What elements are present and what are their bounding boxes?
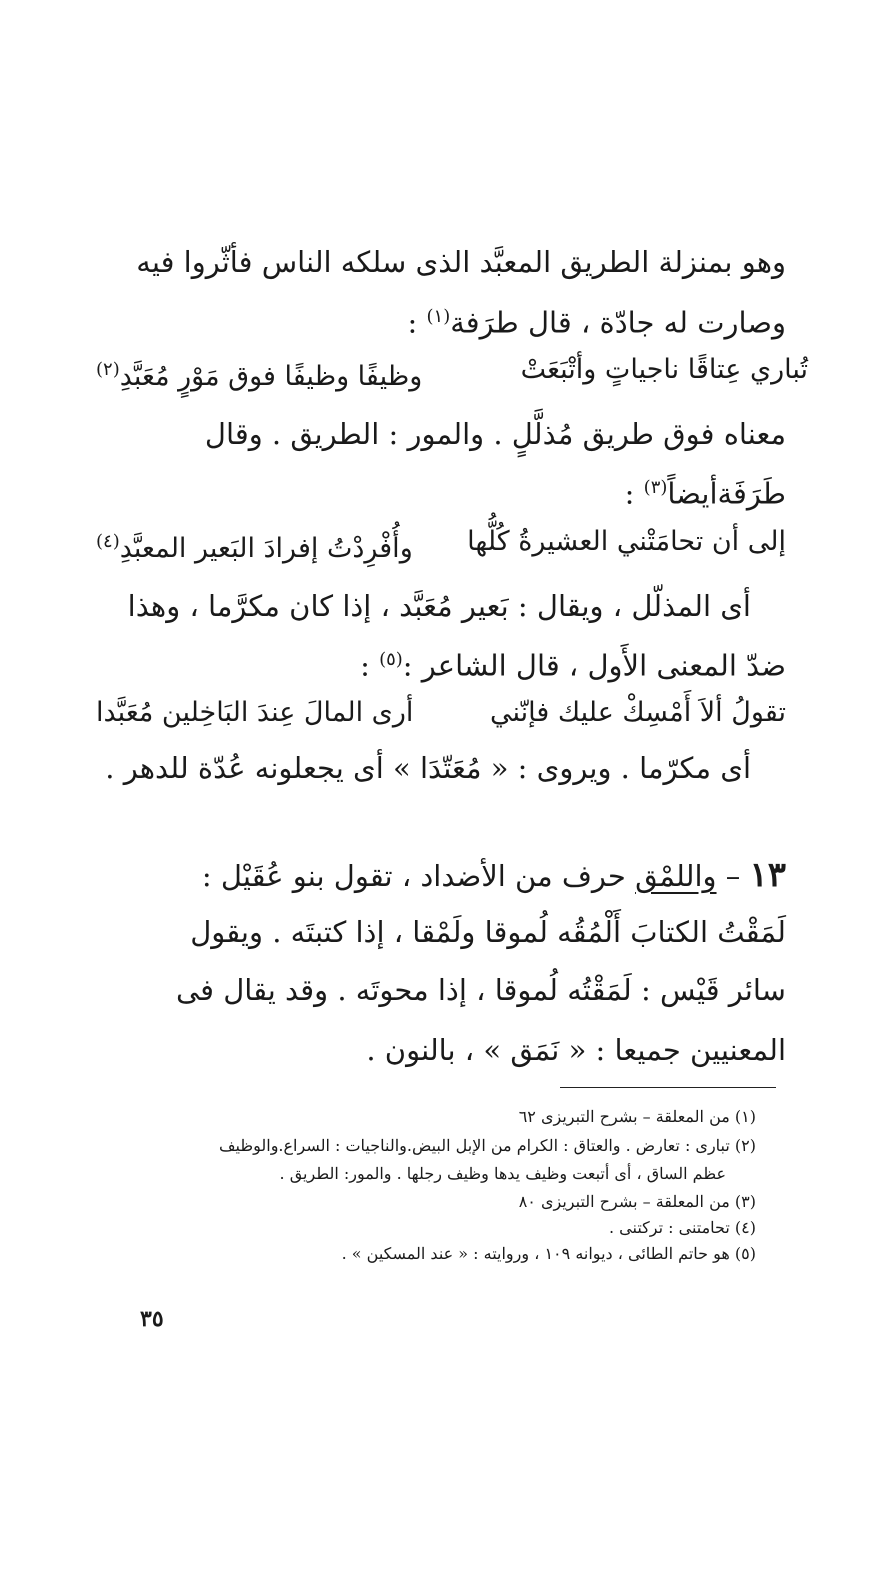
text-line	[625, 468, 786, 514]
footnote-ref: (٤)	[96, 531, 120, 552]
footnote: (١) من المعلقة – بشرح التبريزى ٦٢	[518, 1107, 756, 1126]
page-number: ٣٥	[140, 1306, 164, 1332]
entry-headword: واللمْق	[635, 859, 717, 893]
footnote: (٢) تبارى : تعارض . والعتاق : الكرام من الإبل البيض.والناجيات : السراع.والوظيف	[218, 1136, 756, 1155]
colon-mark: :	[407, 305, 418, 340]
verse-second-hemistich: وأُفْرِدْتُ إفرادَ البَعير المعبَّدِ$^{(٤)}$	[96, 531, 413, 564]
verse-line	[96, 350, 808, 397]
colon-mark: :	[360, 648, 370, 683]
text-line	[105, 748, 751, 788]
text-line	[408, 297, 786, 343]
text-line	[128, 586, 751, 626]
text-line-content: سائر قَيْس : لَمَقْتُه لُموقا ، إذا محوتَه . وقد يقال فى	[175, 973, 786, 1007]
verse-first-hemistich: تُباري عِتاقًا ناجياتٍ وأتْبَعَتْ	[520, 354, 808, 385]
verse-second-hemistich: وظيفًا وظيفًا فوق مَوْرٍ مُعَبَّدِ$^{(٢)}$	[96, 359, 423, 392]
footnote: (٣) من المعلقة – بشرح التبريزى ٨٠	[518, 1192, 756, 1211]
text-line-content: وصارت له جادّة ، قال طرَفة	[450, 305, 786, 340]
footnote-ref: (٢)	[96, 359, 120, 380]
text-line	[205, 414, 786, 454]
entry-dash: –	[725, 859, 741, 893]
footnote: (٥) هو حاتم الطائى ، ديوانه ١٠٩ ، وروايته : « عند المسكين » .	[341, 1244, 756, 1263]
footnote-separator	[560, 1087, 776, 1088]
footnote-ref: (٣)	[643, 477, 668, 498]
verse-second-hemistich: أرى المالَ عِندَ البَاخِلين مُعَبَّدا	[96, 697, 414, 728]
text-line	[190, 912, 786, 952]
text-line-content: أى مكرّما . ويروى : « مُعَتّدَا » أى يجعلونه عُدّة للدهر .	[105, 751, 751, 785]
text-line-content: طَرَفَةأيضاً	[667, 476, 786, 511]
text-line-content: حرف من الأضداد ، تقول بنو عُقَيْل :	[201, 859, 626, 893]
footnote-ref: (١)	[426, 306, 451, 327]
verse-line	[96, 522, 786, 569]
footnote-ref: (٥)	[379, 649, 403, 670]
text-line-content: المعنيين جميعا : « نَمَق » ، بالنون .	[366, 1033, 786, 1067]
verse-first-hemistich: تقولُ ألاَ أَمْسِكْ عليك فإنّني	[489, 697, 786, 728]
verse-line	[96, 693, 786, 733]
text-line-content: معناه فوق طريق مُذلَّلٍ . والمور : الطريق . وقال	[204, 417, 786, 451]
text-line-content: أى المذلّل ، ويقال : بَعير مُعَبَّد ، إذا كان مكرَّما ، وهذا	[127, 589, 751, 623]
text-line	[360, 640, 786, 686]
verse-first-hemistich: إلى أن تحامَتْني العشيرةُ كُلُّها	[467, 526, 786, 557]
footnote: (٤) تحامتنى : تركتنى .	[608, 1218, 756, 1237]
footnote: عظم الساق ، أى أتبعت وظيف يدها وظيف رجلها . والمور: الطريق .	[279, 1164, 726, 1183]
entry-number: ١٣	[749, 855, 786, 895]
text-line-content: لَمَقْتُ الكتابَ أَلْمُقُه لُموقا ولَمْقا ، إذا كتبتَه . ويقول	[190, 915, 786, 949]
text-line	[366, 1030, 786, 1070]
text-line-content: ضدّ المعنى الأَول ، قال الشاعر :	[402, 648, 786, 683]
colon-mark: :	[624, 476, 635, 511]
text-line	[136, 242, 786, 282]
text-line	[176, 970, 786, 1010]
text-line-content: وهو بمنزلة الطريق المعبَّد الذى سلكه الناس فأثّروا فيه	[136, 245, 786, 279]
entry-heading-line	[202, 855, 786, 896]
